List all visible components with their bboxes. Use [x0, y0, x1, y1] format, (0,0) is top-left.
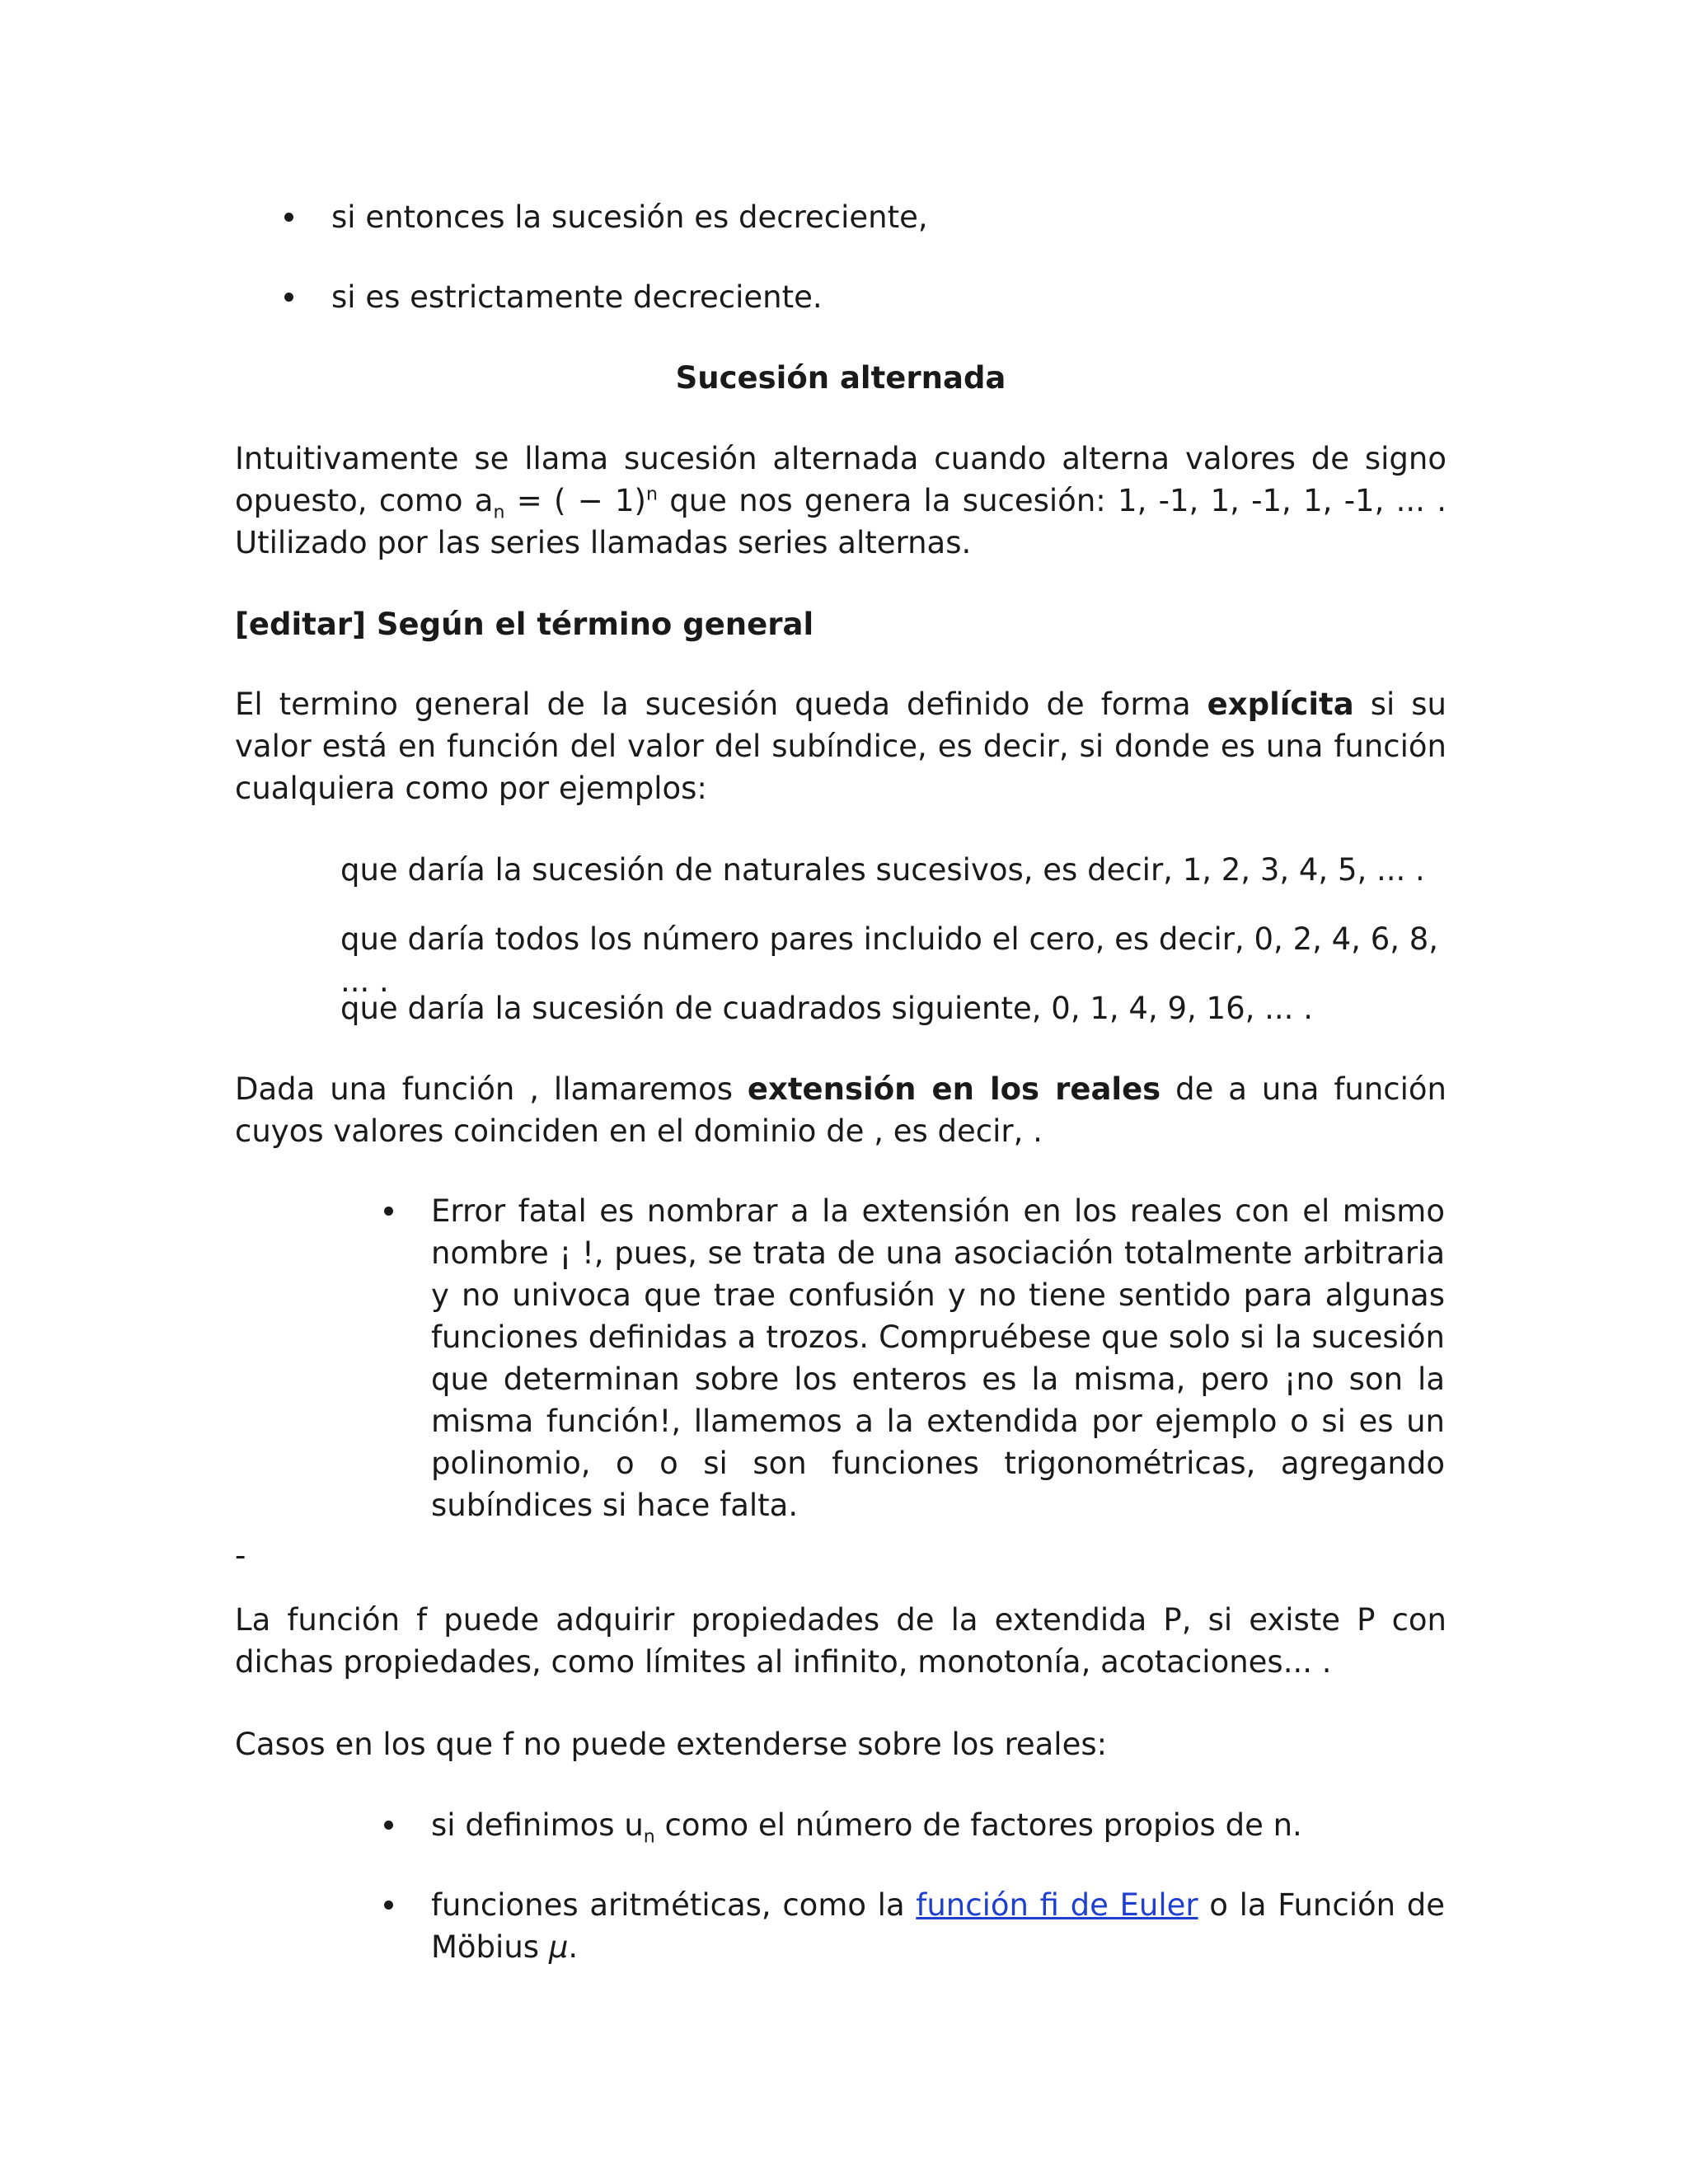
section-heading-termino-general: [editar] Según el término general: [235, 607, 814, 642]
superscript: n: [646, 484, 658, 505]
bullet-icon: [384, 1821, 393, 1830]
text-part: que nos genera la sucesión: 1, -1, 1, -1, 1, -1, ... . Utilizado por las series llamadas series alternas.: [235, 483, 1447, 560]
text-part: o la Función de Möbius: [431, 1887, 1445, 1965]
link-funcion-fi-euler[interactable]: función fi de Euler: [916, 1887, 1198, 1923]
bold-term: extensión en los reales: [747, 1071, 1161, 1107]
bullet-error-fatal: Error fatal es nombrar a la extensión en los reales con el mismo nombre ¡ !, pues, se trata de una asociación totalmente arbitraria y no univoca que trae confusión y no tiene sentido para algunas funciones definidas a trozos. Compruébese que solo si la sucesión que determinan sobre los enteros es la misma, pero ¡no son la misma función!, llamemos a la extendida por ejemplo o si es un polinomio, o o si son funciones trigonométricas, agregando subíndices si hace falta.: [431, 1193, 1445, 1523]
mu-symbol: μ: [548, 1929, 569, 1965]
text-part: funciones aritméticas, como la: [431, 1887, 917, 1923]
subscript: n: [643, 1826, 655, 1848]
text-part: de a una función cuyos valores coinciden en el dominio de , es decir, .: [235, 1071, 1447, 1149]
text-part: si su valor está en función del valor del subíndice, es decir, si donde es una función cualquiera como por ejemplos:: [235, 687, 1447, 806]
bullet-icon: [384, 1900, 393, 1910]
section-heading-alternada: Sucesión alternada: [675, 360, 1006, 396]
example-naturales: que daría la sucesión de naturales sucesivos, es decir, 1, 2, 3, 4, 5, ... .: [340, 852, 1425, 888]
bullet-icon: [284, 213, 293, 222]
bullet-estrictamente-decreciente: si es estrictamente decreciente.: [331, 279, 823, 315]
example-pares: que daría todos los número pares incluido el cero, es decir, 0, 2, 4, 6, 8, ... .: [340, 921, 1439, 999]
text-part: Intuitivamente se llama sucesión alternada cuando alterna valores de signo opuesto, como a: [235, 441, 1447, 518]
text-part: Dada una función , llamaremos: [235, 1071, 748, 1107]
text-part: = ( − 1): [504, 483, 646, 518]
text-part: .: [568, 1929, 579, 1965]
text-part: si definimos u: [431, 1807, 644, 1843]
paragraph-alternada: [235, 438, 1447, 564]
paragraph-casos: Casos en los que f no puede extenderse sobre los reales:: [235, 1727, 1108, 1762]
example-cuadrados: que daría la sucesión de cuadrados siguiente, 0, 1, 4, 9, 16, ... .: [340, 991, 1313, 1026]
subscript: n: [493, 502, 505, 523]
bullet-funciones-aritmeticas: [431, 1884, 1445, 1968]
text-part: como el número de factores propios de n.: [654, 1807, 1302, 1843]
bold-term: explícita: [1207, 687, 1354, 722]
paragraph-extension: [235, 1068, 1447, 1152]
paragraph-termino-general: [235, 683, 1447, 809]
bullet-icon: [384, 1207, 393, 1216]
paragraph-propiedades: La función f puede adquirir propiedades de la extendida P, si existe P con dichas propiedades, como límites al infinito, monotonía, acotaciones... .: [235, 1602, 1447, 1680]
dash-separator: -: [235, 1538, 246, 1573]
bullet-icon: [284, 293, 293, 302]
text-part: El termino general de la sucesión queda definido de forma: [235, 687, 1207, 722]
bullet-decreciente: si entonces la sucesión es decreciente,: [331, 199, 928, 235]
bullet-factores-propios: [431, 1804, 1445, 1846]
